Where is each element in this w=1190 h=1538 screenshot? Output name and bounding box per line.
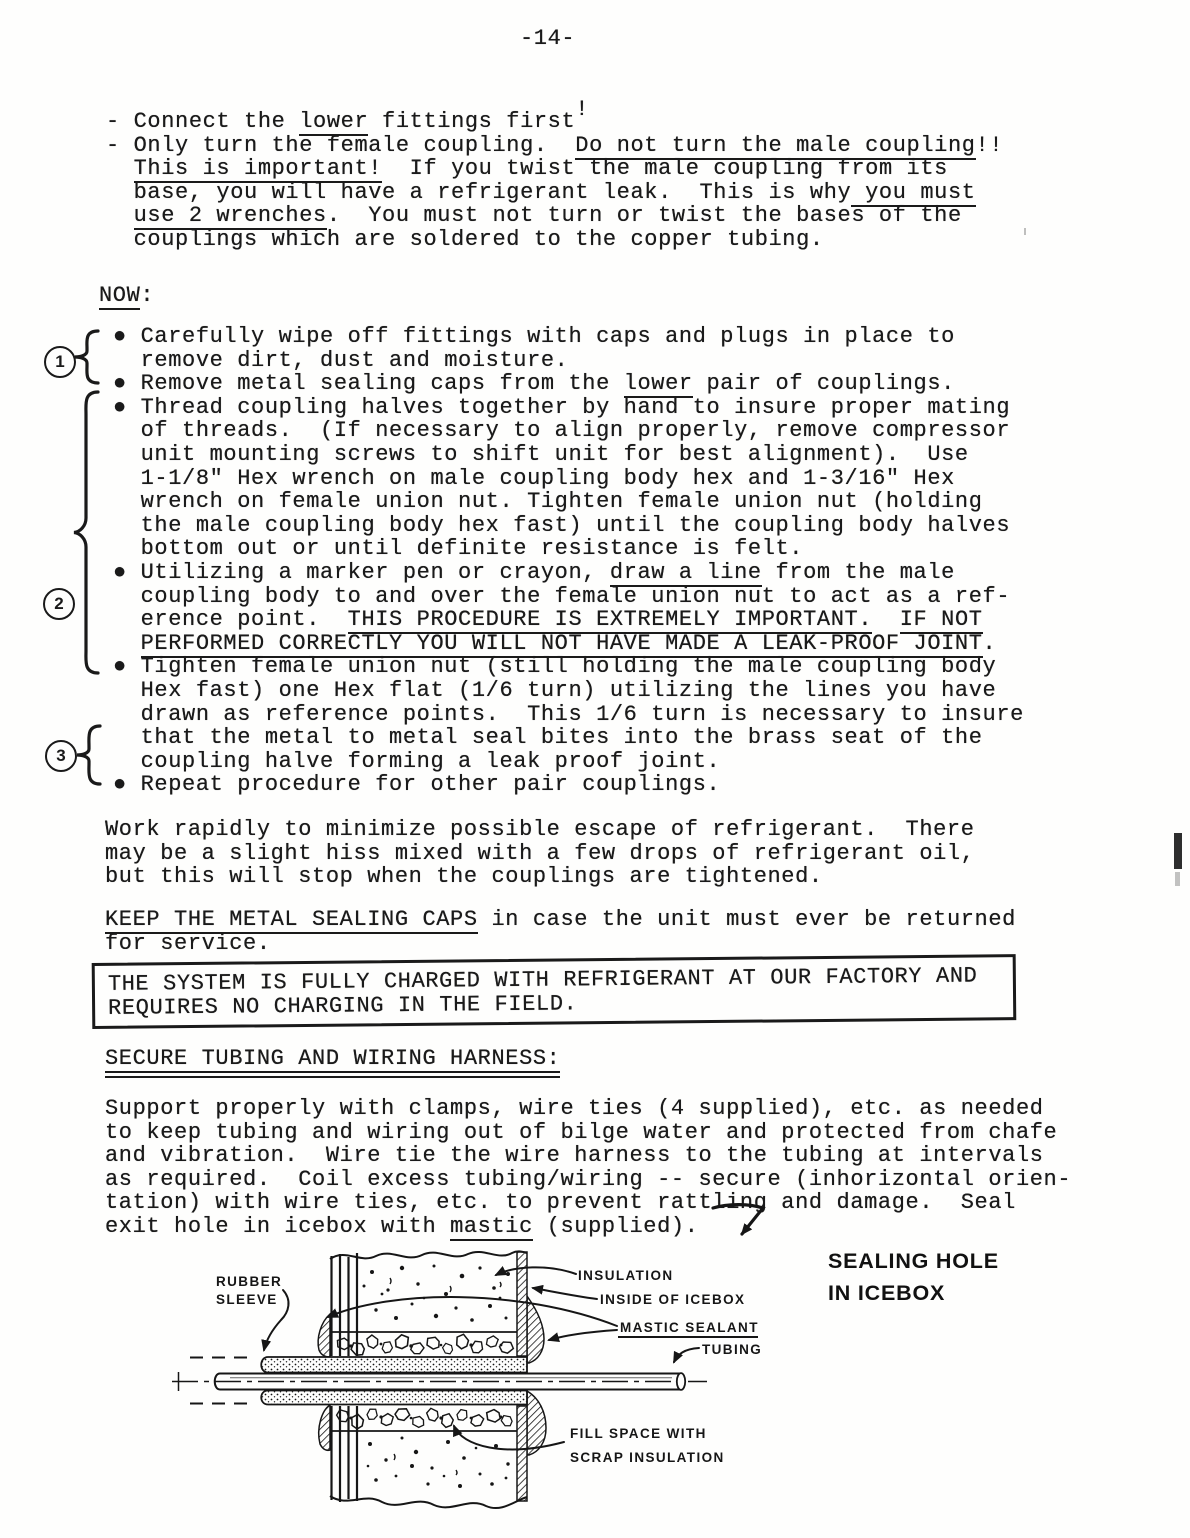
text-line: that the metal to metal seal bites into the brass seat of the: [113, 725, 983, 751]
sealing-hole-figure: [150, 1238, 1050, 1538]
text-line: - Connect the lower fittings first!: [106, 96, 590, 134]
insulation-upper: [363, 1265, 511, 1322]
text-line: of threads. (If necessary to align properly, remove compressor: [113, 418, 1011, 444]
text-line: 1-1/8" Hex wrench on male coupling body hex and 1-3/16" Hex: [113, 465, 955, 491]
insulation-lower: [367, 1437, 510, 1489]
text-line: - Only turn the female coupling. Do not turn the male coupling!!: [106, 132, 1004, 158]
text-line: ● Utilizing a marker pen or crayon, draw a line from the male: [113, 559, 955, 585]
notice-box: [92, 954, 1017, 1029]
step-digit: 2: [54, 594, 64, 613]
page-number: -14-: [520, 26, 576, 51]
fill-space-label-line1: FILL SPACE WITH: [570, 1426, 707, 1441]
tubing-leader: [674, 1348, 699, 1362]
step-brace-1: [72, 328, 102, 386]
fill-space-leader: [454, 1426, 564, 1449]
text-line: REQUIRES NO CHARGING IN THE FIELD.: [107, 990, 578, 1021]
icebox-liner-lower: [517, 1406, 527, 1501]
text-line: ● Thread coupling halves together by hand to insure proper mating: [113, 394, 1011, 420]
text-line: ● Carefully wipe off fittings with caps and plugs in place to: [113, 324, 955, 349]
text-line: drawn as reference points. This 1/6 turn is necessary to insure: [113, 701, 1024, 727]
instruction-list: [113, 325, 1024, 797]
text-line: may be a slight hiss mixed with a few drops of refrigerant oil,: [105, 840, 975, 866]
text-line: erence point. THIS PROCEDURE IS EXTREMELY IMPORTANT. IF NOT: [113, 607, 983, 633]
text-line: wrench on female union nut. Tighten female union nut (holding: [113, 489, 983, 515]
text-line: for service.: [105, 930, 271, 956]
rubber-sleeve-label-line1: RUBBER: [216, 1274, 283, 1289]
step-brace-2: [70, 390, 102, 675]
text-line: ● Remove metal sealing caps from the lower pair of couplings.: [113, 371, 955, 397]
text-line: coupling body to and over the female union nut to act as a ref-: [113, 583, 1011, 609]
text-line: but this will stop when the couplings are tightened.: [105, 864, 823, 890]
rubber-sleeve-label-line2: SLEEVE: [216, 1292, 278, 1307]
text-line: exit hole in icebox with mastic (supplied).: [105, 1213, 699, 1239]
mastic-right-leader: [549, 1330, 617, 1340]
text-line: This is important! If you twist the male coupling from its: [133, 156, 948, 182]
text-line: the male coupling body hex fast) until the coupling body halves: [113, 512, 1011, 538]
text-line: coupling halve forming a leak proof joint.: [113, 748, 721, 774]
step-digit: 3: [56, 746, 66, 765]
paragraph-work-rapidly: [105, 818, 975, 889]
text-line: PERFORMED CORRECTLY YOU WILL NOT HAVE MADE A LEAK-PROOF JOINT.: [140, 630, 997, 656]
step-brace-3: [74, 724, 104, 786]
section-heading-secure-tubing: [105, 1047, 560, 1071]
paragraph-keep-caps: [105, 908, 1016, 955]
step-digit: 1: [55, 352, 65, 371]
figure-title-line2: IN ICEBOX: [828, 1281, 946, 1305]
notice-text: [108, 964, 1026, 1020]
scan-artifact-streak: [1174, 833, 1182, 869]
now-label: [99, 284, 154, 308]
scan-artifact-smudge: [1175, 872, 1180, 886]
text-line: as required. Coil excess tubing/wiring -- secure (inhorizontal orien-: [105, 1166, 1072, 1192]
text-line: use 2 wrenches. You must not turn or twist the bases of the: [133, 203, 962, 229]
text-line: couplings which are soldered to the copper tubing.: [106, 226, 824, 252]
text-line: SECURE TUBING AND WIRING HARNESS:: [105, 1047, 560, 1071]
insulation-label: INSULATION: [578, 1268, 674, 1283]
text-line: KEEP THE METAL SEALING CAPS in case the unit must ever be returned: [105, 907, 1016, 932]
wall-bottom-edge: [330, 1496, 527, 1508]
tubing-shape: [172, 1372, 707, 1391]
text-line: base, you will have a refrigerant leak. This is why you must: [106, 179, 976, 205]
figure-title-line1: SEALING HOLE: [828, 1249, 999, 1273]
tubing-label: TUBING: [702, 1342, 763, 1357]
intro-paragraph: [106, 96, 1004, 252]
wall-top-edge: [330, 1251, 527, 1259]
text-line: and vibration. Wire tie the wire harness to the tubing at intervals: [105, 1143, 1044, 1169]
text-line: ● Repeat procedure for other pair couplings.: [113, 772, 721, 798]
paragraph-support-tubing: [105, 1097, 1071, 1239]
inside-of-icebox-label: INSIDE OF ICEBOX: [600, 1292, 746, 1307]
text-line: tation) with wire ties, etc. to prevent rattling and damage. Seal: [105, 1190, 1016, 1216]
text-line: remove dirt, dust and moisture.: [113, 347, 569, 373]
text-line: unit mounting screws to shift unit for best alignment). Use: [113, 441, 969, 467]
text-line: Work rapidly to minimize possible escape of refrigerant. There: [105, 817, 975, 842]
text-line: ● Tighten female union nut (still holding the male coupling body: [113, 654, 997, 680]
mastic-sealant-label: MASTIC SEALANT: [620, 1320, 759, 1335]
scrap-insulation-upper: [336, 1332, 514, 1358]
inside-icebox-leader: [533, 1288, 597, 1299]
text-line: NOW:: [99, 283, 155, 308]
scan-artifact-dot: [1024, 228, 1026, 235]
text-line: THE SYSTEM IS FULLY CHARGED WITH REFRIGERANT AT OUR FACTORY AND: [107, 963, 978, 997]
text-line: bottom out or until definite resistance is felt.: [113, 536, 804, 562]
scrap-insulation-lower: [335, 1406, 515, 1429]
text-line: Hex fast) one Hex flat (1/6 turn) utilizing the lines you have: [113, 677, 997, 703]
text-line: to keep tubing and wiring out of bilge water and protected from chafe: [105, 1119, 1058, 1145]
fill-space-label-line2: SCRAP INSULATION: [570, 1450, 725, 1465]
step-number-3: [45, 740, 77, 772]
text-line: Support properly with clamps, wire ties (4 supplied), etc. as needed: [105, 1096, 1044, 1121]
